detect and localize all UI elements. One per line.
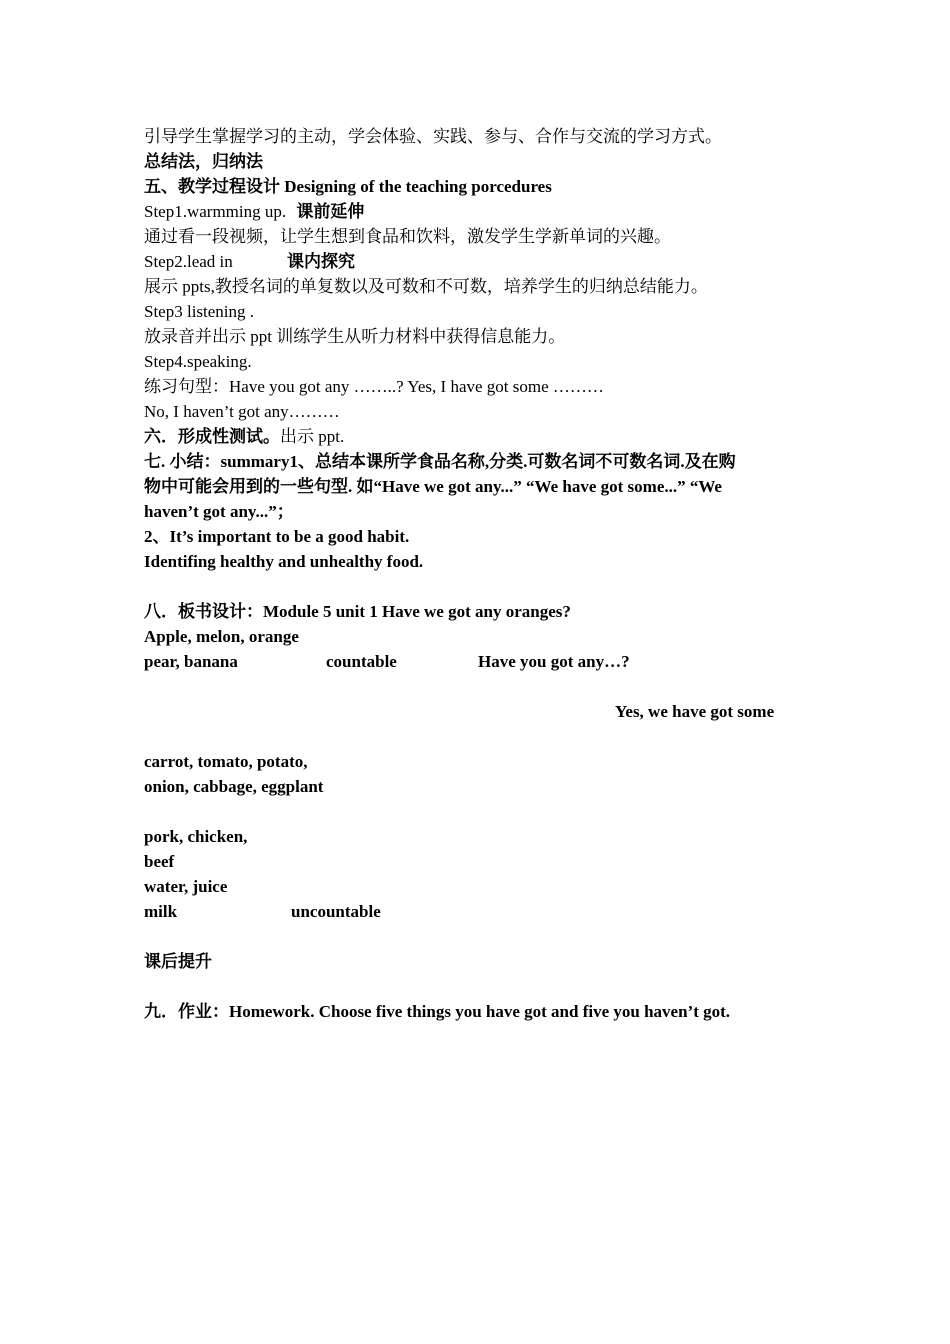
step2-line [144, 249, 355, 274]
step2-label: Step2.lead in [144, 252, 233, 271]
section-6-text: 出示 ppt. [280, 427, 345, 446]
step1-label: Step1.warmming up. [144, 202, 287, 221]
step1-desc: 通过看一段视频，让学生想到食品和饮料，激发学生学新单词的兴趣。 [144, 227, 671, 246]
board-countable-label: countable [326, 652, 397, 671]
step2-desc: 展示 ppts,教授名词的单复数以及可数和不可数，培养学生的归纳总结能力。 [144, 277, 708, 296]
summary-line-4: 2、It’s important to be a good habit. [144, 527, 410, 546]
step2-tag: 课内探究 [287, 252, 355, 271]
summary-line-2: 物中可能会用到的一些句型. 如“Have we got any...” “We have got some...” “We [144, 477, 722, 496]
step3-line: Step3 listening . [144, 302, 255, 321]
board-answer: Yes, we have got some [615, 702, 775, 721]
method-line: 总结法，归纳法 [144, 152, 263, 171]
section-6-line [144, 424, 344, 449]
section-6-heading: 六．形成性测试。 [144, 427, 280, 446]
summary-line-1: 七. 小结：summary1、总结本课所学食品名称,分类.可数名词不可数名词.及在购 [144, 452, 736, 471]
step1-line [144, 199, 364, 224]
summary-line-3: haven’t got any...”； [144, 502, 294, 521]
section-5-heading: 五、教学过程设计 Designing of the teaching porcedures [144, 177, 552, 196]
board-fruits-1: Apple, melon, orange [144, 627, 299, 646]
step3-desc: 放录音并出示 ppt 训练学生从听力材料中获得信息能力。 [144, 327, 566, 346]
board-drinks-2: milk [144, 902, 178, 921]
board-meat-1: pork, chicken, [144, 827, 248, 846]
objective-line: 引导学生掌握学习的主动，学会体验、实践、参与、合作与交流的学习方式。 [144, 127, 722, 146]
board-veg-2: onion, cabbage, eggplant [144, 777, 324, 796]
board-veg-1: carrot, tomato, potato, [144, 752, 308, 771]
board-uncountable-label: uncountable [291, 902, 381, 921]
section-8-heading: 八．板书设计：Module 5 unit 1 Have we got any oranges? [144, 602, 571, 621]
summary-line-5: Identifing healthy and unhealthy food. [144, 552, 424, 571]
after-class-heading: 课后提升 [144, 952, 212, 971]
step4-desc: 练习句型：Have you got any ……..? Yes, I have got some ……… [144, 377, 604, 396]
step4-line: Step4.speaking. [144, 352, 252, 371]
step4-desc-2: No, I haven’t got any……… [144, 402, 340, 421]
board-question: Have you got any…? [478, 652, 630, 671]
board-fruits-2: pear, banana [144, 652, 238, 671]
board-drinks-1: water, juice [144, 877, 228, 896]
homework-line: 九．作业：Homework. Choose five things you have got and five you haven’t got. [144, 1002, 731, 1021]
board-meat-2: beef [144, 852, 175, 871]
step1-tag: 课前延伸 [296, 202, 365, 221]
